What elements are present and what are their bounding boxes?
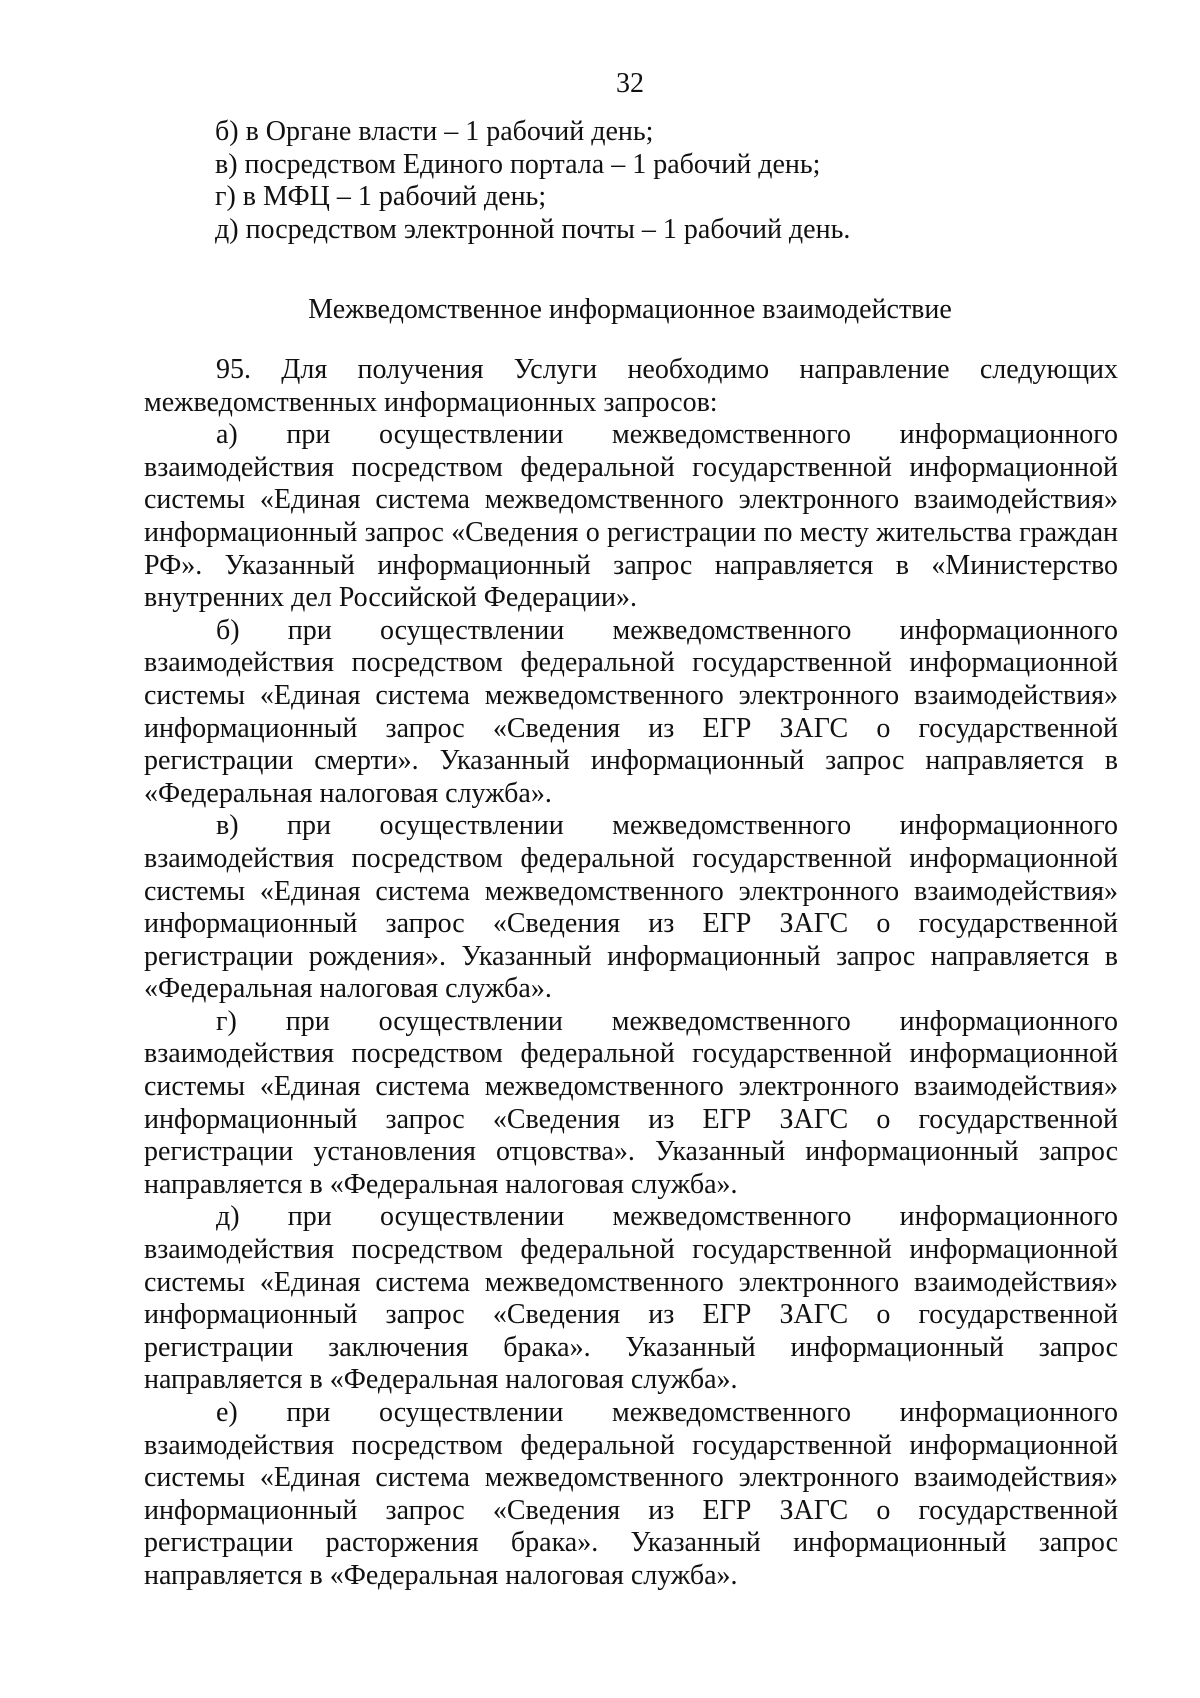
- paragraph: б) при осуществлении межведомственного информационного взаимодействия посредством федеральной государственной информационной системы «Единая система межведомственного электронного взаимодействия» информационный запрос «Сведения из ЕГР ЗАГС о государственной регистрации смерти». Указанный информационный запрос направляется в «Федеральная налоговая служба».: [144, 614, 1118, 809]
- paragraph: д) при осуществлении межведомственного информационного взаимодействия посредством федеральной государственной информационной системы «Единая система межведомственного электронного взаимодействия» информационный запрос «Сведения из ЕГР ЗАГС о государственной регистрации заключения брака». Указанный информационный запрос направляется в «Федеральная налоговая служба».: [144, 1201, 1118, 1396]
- top-list: [215, 116, 850, 246]
- paragraph: 95. Для получения Услуги необходимо направление следующих межведомственных информационных запросов:: [144, 354, 1118, 418]
- page-number: 32: [616, 68, 644, 99]
- body-text: [144, 354, 1118, 1593]
- top-list-item: б) в Органе власти – 1 рабочий день;: [215, 116, 654, 147]
- top-list-item: д) посредством электронной почты – 1 рабочий день.: [215, 213, 851, 245]
- top-list-item: г) в МФЦ – 1 рабочий день;: [215, 181, 547, 212]
- paragraph: г) при осуществлении межведомственного информационного взаимодействия посредством федеральной государственной информационной системы «Единая система межведомственного электронного взаимодействия» информационный запрос «Сведения из ЕГР ЗАГС о государственной регистрации установления отцовства». Указанный информационный запрос направляется в «Федеральная налоговая служба».: [144, 1005, 1118, 1200]
- paragraph: в) при осуществлении межведомственного информационного взаимодействия посредством федеральной государственной информационной системы «Единая система межведомственного электронного взаимодействия» информационный запрос «Сведения из ЕГР ЗАГС о государственной регистрации рождения». Указанный информационный запрос направляется в «Федеральная налоговая служба».: [144, 810, 1118, 1005]
- section-heading: Межведомственное информационное взаимодействие: [308, 294, 952, 325]
- paragraph: а) при осуществлении межведомственного информационного взаимодействия посредством федеральной государственной информационной системы «Единая система межведомственного электронного взаимодействия» информационный запрос «Сведения о регистрации по месту жительства граждан РФ». Указанный информационный запрос направляется в «Министерство внутренних дел Российской Федерации».: [144, 419, 1118, 614]
- paragraph: е) при осуществлении межведомственного информационного взаимодействия посредством федеральной государственной информационной системы «Единая система межведомственного электронного взаимодействия» информационный запрос «Сведения из ЕГР ЗАГС о государственной регистрации расторжения брака». Указанный информационный запрос направляется в «Федеральная налоговая служба».: [144, 1397, 1118, 1591]
- top-list-item: в) посредством Единого портала – 1 рабочий день;: [215, 148, 821, 180]
